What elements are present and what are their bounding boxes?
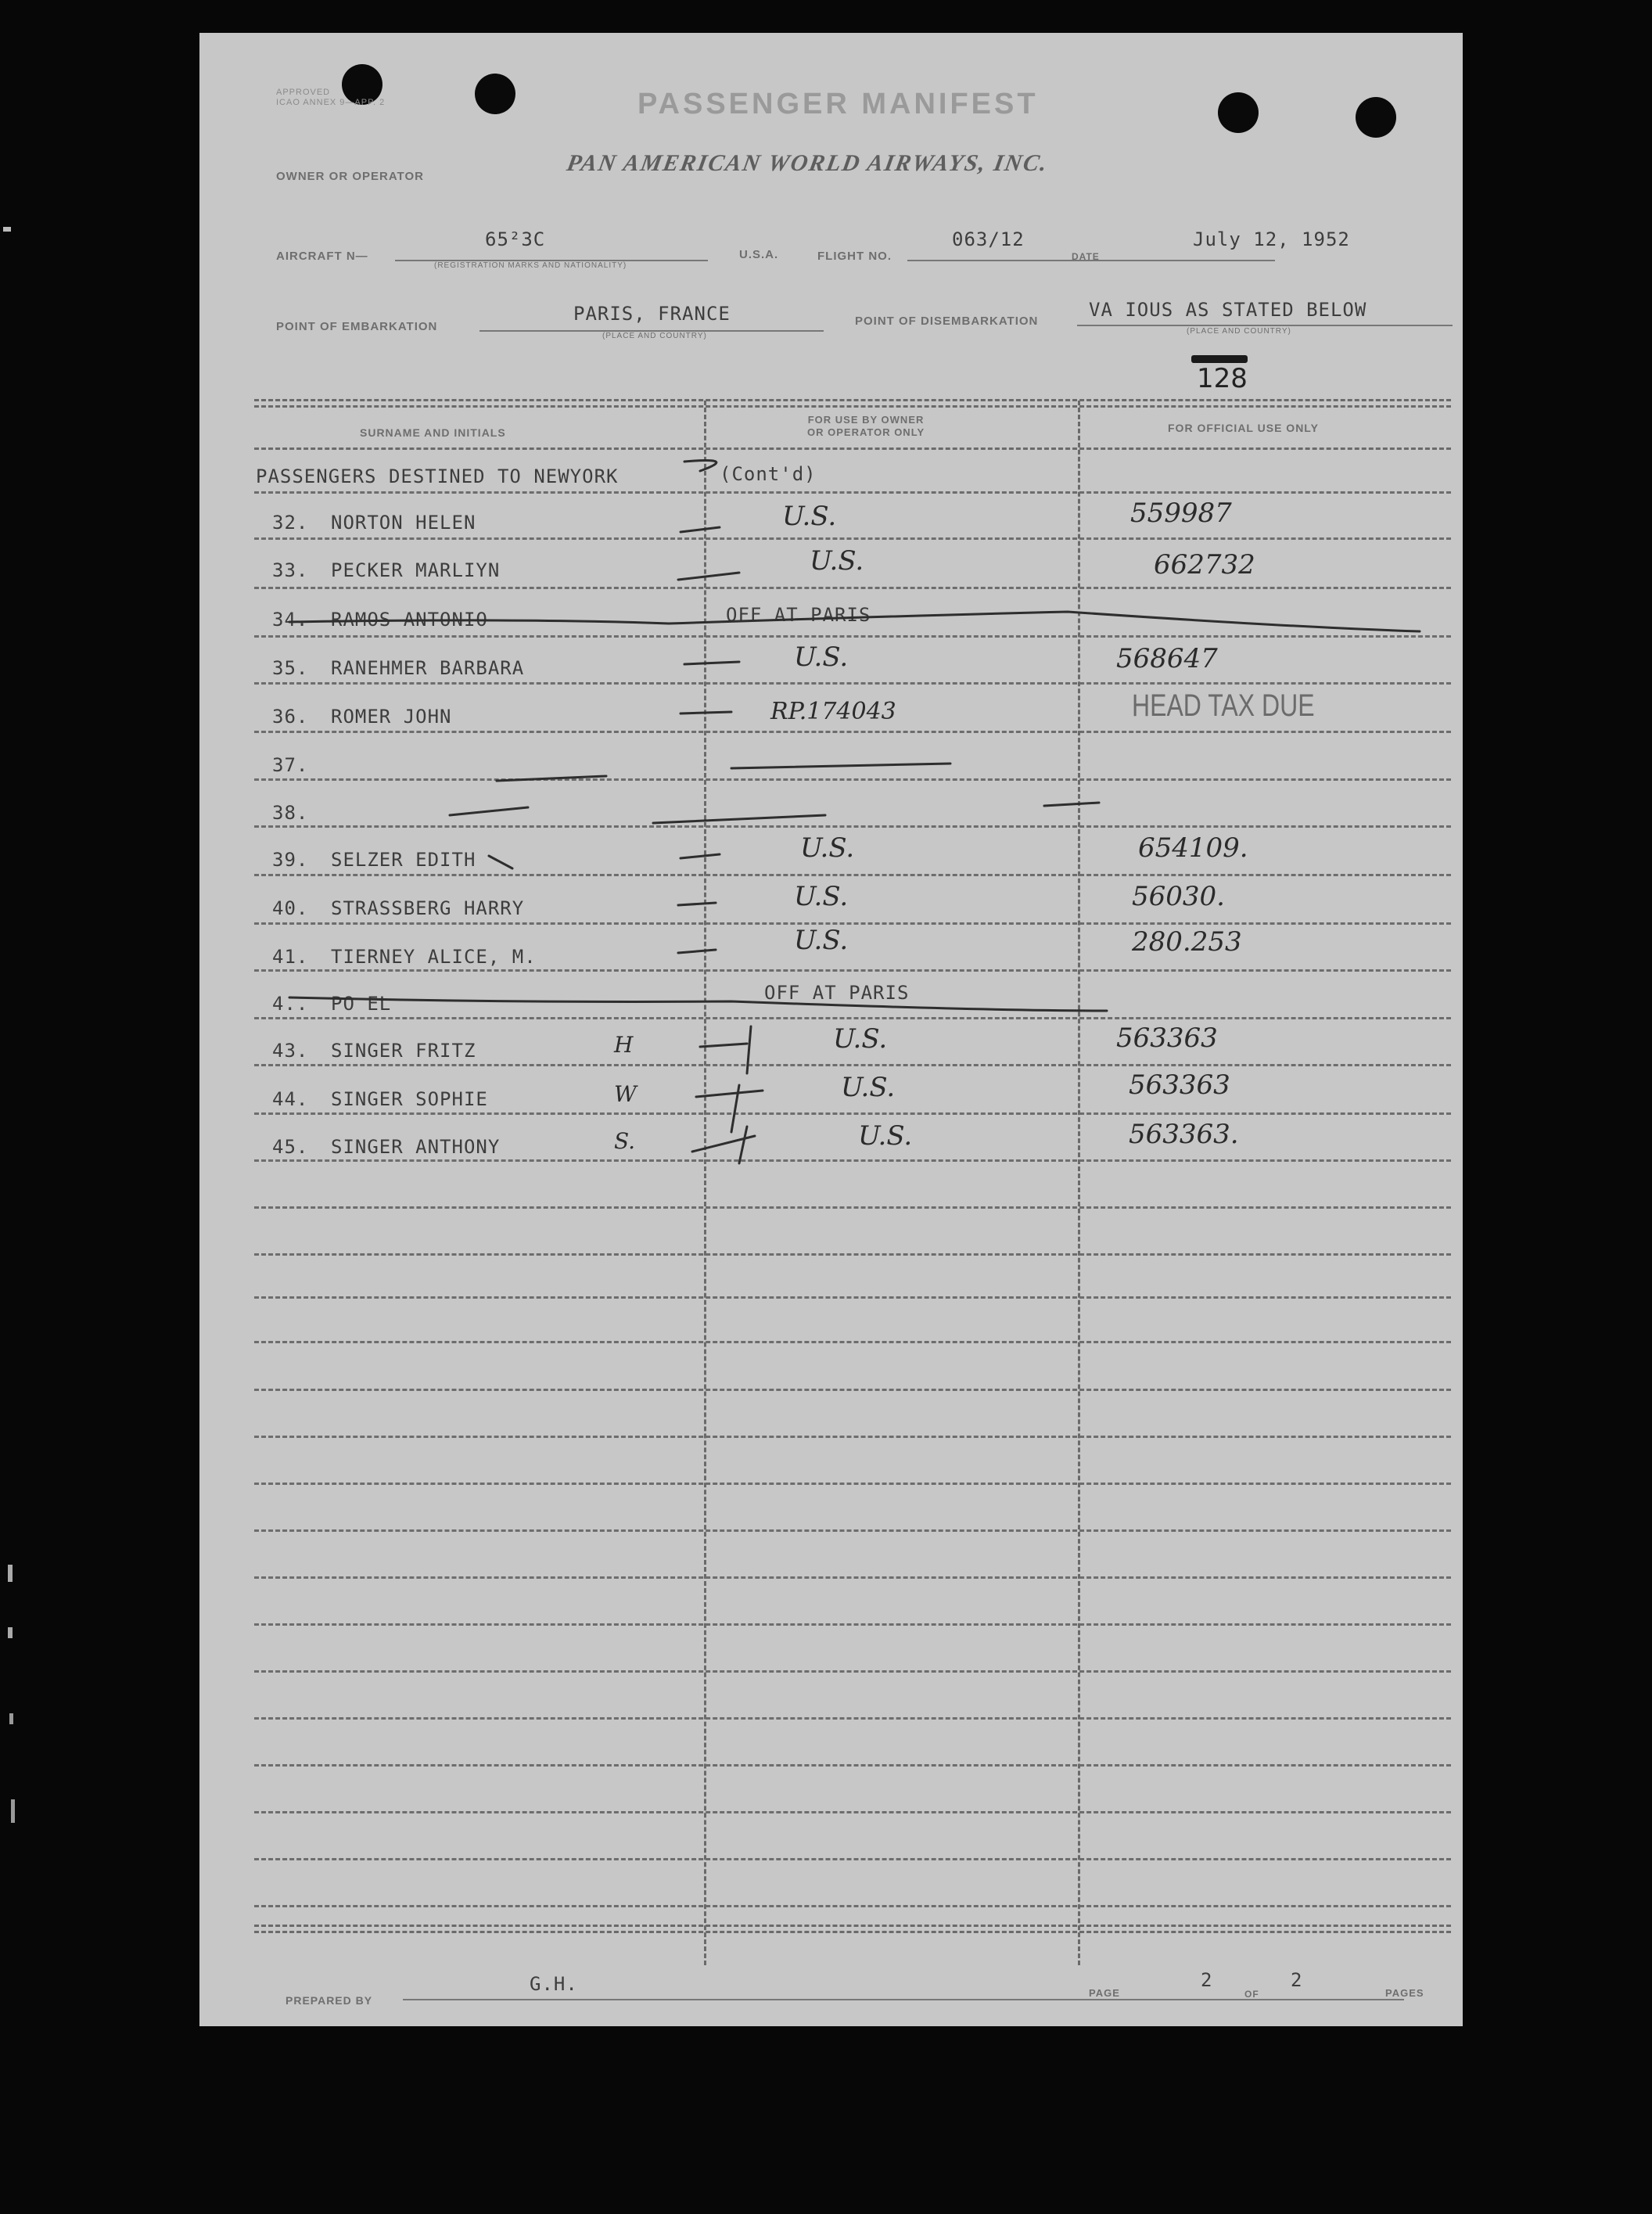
- passenger-name: ROMER JOHN: [331, 706, 452, 728]
- row-number: 32.: [272, 512, 309, 534]
- passenger-name: PO EL: [331, 993, 392, 1015]
- film-speck: [3, 227, 11, 232]
- passenger-citizenship: U.S.: [794, 881, 849, 912]
- passenger-official-number: 568647: [1116, 643, 1218, 674]
- passenger-name: SINGER ANTHONY: [331, 1136, 501, 1158]
- film-speck: [8, 1627, 13, 1638]
- column-header-owner-use: FOR USE BY OWNER OR OPERATOR ONLY: [807, 414, 925, 438]
- row-number: 34.: [272, 609, 309, 631]
- owner-label: OWNER OR OPERATOR: [276, 170, 424, 183]
- passenger-name: SINGER SOPHIE: [331, 1088, 488, 1110]
- passenger-name: STRASSBERG HARRY: [331, 897, 525, 919]
- airline-name: PAN AMERICAN WORLD AIRWAYS, INC.: [565, 150, 1050, 176]
- passenger-citizenship: U.S.: [833, 1023, 888, 1055]
- of-label: OF: [1244, 1989, 1259, 2000]
- row-number: 4..: [272, 993, 309, 1015]
- usa-label: U.S.A.: [739, 248, 779, 261]
- row-number: 40.: [272, 897, 309, 919]
- passenger-citizenship: U.S.: [794, 642, 849, 673]
- passenger-name: SINGER FRITZ: [331, 1040, 476, 1062]
- passenger-status: OFF AT PARIS: [764, 982, 910, 1004]
- manifest-sheet: [199, 33, 1463, 2026]
- passenger-citizenship: U.S.: [810, 545, 864, 577]
- section-heading-cont: (Cont'd): [720, 463, 817, 485]
- place-caption-2: (PLACE AND COUNTRY): [1187, 327, 1291, 336]
- passenger-citizenship: U.S.: [794, 925, 849, 956]
- place-caption: (PLACE AND COUNTRY): [602, 332, 707, 340]
- row-number: 35.: [272, 657, 309, 679]
- handwritten-marks: [199, 33, 1463, 2026]
- form-title: PASSENGER MANIFEST: [637, 88, 1039, 120]
- passenger-official-number: 662732: [1154, 549, 1255, 580]
- passenger-name: RANEHMER BARBARA: [331, 657, 525, 679]
- column-header-surname: SURNAME AND INITIALS: [360, 426, 506, 439]
- passenger-name: PECKER MARLIYN: [331, 559, 501, 581]
- row-number: 44.: [272, 1088, 309, 1110]
- section-heading: PASSENGERS DESTINED TO NEWYORK: [256, 465, 619, 487]
- passenger-citizenship: U.S.: [858, 1120, 913, 1152]
- passenger-citizenship: U.S.: [841, 1072, 896, 1103]
- row-number: 41.: [272, 946, 309, 968]
- page-stamp-number: 128: [1197, 363, 1248, 394]
- passenger-official-number: 559987: [1130, 498, 1232, 529]
- row-number: 36.: [272, 706, 309, 728]
- aircraft-label: AIRCRAFT N—: [276, 250, 368, 263]
- embarkation-label: POINT OF EMBARKATION: [276, 320, 438, 333]
- passenger-official-number: 563363: [1116, 1023, 1218, 1054]
- disembarkation-value: VA IOUS AS STATED BELOW: [1089, 299, 1367, 321]
- pages-label: PAGES: [1385, 1987, 1424, 1999]
- page-number: 2: [1201, 1969, 1213, 1991]
- passenger-official-number: 563363.: [1129, 1119, 1239, 1150]
- passenger-name: RAMOS ANTONIO: [331, 609, 488, 631]
- passenger-name: NORTON HELEN: [331, 512, 476, 534]
- passenger-official-number: 280.253: [1132, 926, 1242, 958]
- passenger-name: SELZER EDITH: [331, 849, 476, 871]
- film-speck: [9, 1713, 13, 1724]
- page-label: PAGE: [1089, 1987, 1120, 1999]
- date-label: DATE: [1072, 251, 1100, 262]
- disembarkation-label: POINT OF DISEMBARKATION: [855, 314, 1039, 328]
- row-number: 37.: [272, 754, 309, 776]
- prepared-by-label: PREPARED BY: [286, 1994, 373, 2007]
- passenger-official-number: 56030.: [1132, 881, 1225, 912]
- total-pages: 2: [1291, 1969, 1303, 1991]
- row-number: 33.: [272, 559, 309, 581]
- embarkation-value: PARIS, FRANCE: [573, 303, 731, 325]
- row-number: 43.: [272, 1040, 309, 1062]
- aircraft-number: 65²3C: [485, 228, 546, 250]
- row-number: 45.: [272, 1136, 309, 1158]
- flight-label: FLIGHT NO.: [817, 250, 892, 263]
- passenger-citizenship: U.S.: [800, 832, 855, 864]
- column-header-official-use: FOR OFFICIAL USE ONLY: [1168, 422, 1319, 434]
- passenger-name: TIERNEY ALICE, M.: [331, 946, 537, 968]
- head-tax-stamp: HEAD TAX DUE: [1132, 688, 1315, 723]
- corner-approval-stamp: APPROVED ICAO ANNEX 9—APP. 2: [276, 88, 386, 107]
- family-mark: S.: [614, 1128, 636, 1154]
- passenger-permit-number: RP.174043: [770, 698, 896, 725]
- film-speck: [8, 1565, 13, 1582]
- film-speck: [11, 1799, 15, 1823]
- family-mark: W: [614, 1081, 637, 1107]
- flight-number: 063/12: [952, 228, 1025, 250]
- passenger-official-number: 563363: [1129, 1069, 1230, 1101]
- row-number: 38.: [272, 802, 309, 824]
- family-mark: H: [614, 1032, 634, 1058]
- registration-caption: (REGISTRATION MARKS AND NATIONALITY): [434, 261, 627, 270]
- prepared-by-value: G.H.: [530, 1973, 578, 1995]
- passenger-status: OFF AT PARIS: [726, 604, 871, 626]
- passenger-official-number: 654109.: [1138, 832, 1248, 864]
- row-number: 39.: [272, 849, 309, 871]
- passenger-citizenship: U.S.: [782, 501, 837, 532]
- date-value: July 12, 1952: [1193, 228, 1350, 250]
